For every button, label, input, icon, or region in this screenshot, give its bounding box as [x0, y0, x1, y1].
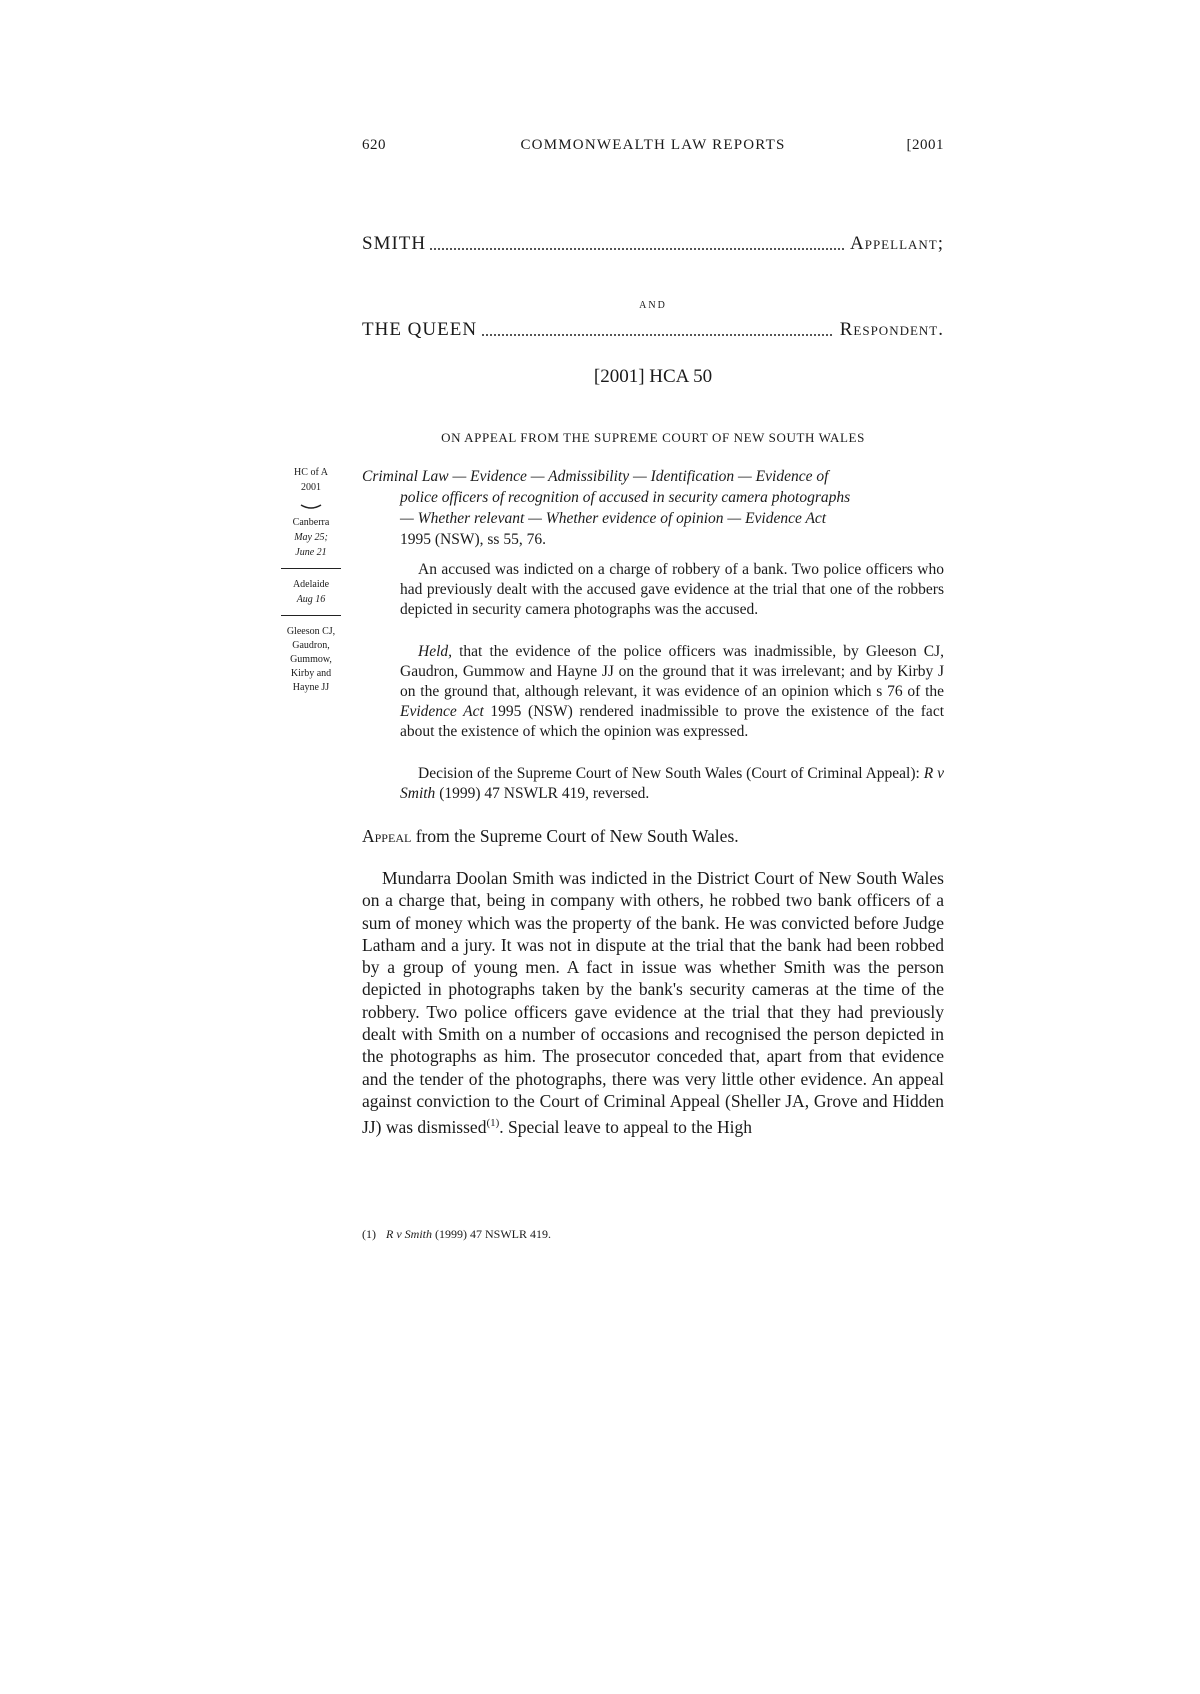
margin-city-canberra: Canberra — [292, 517, 330, 528]
headnote-held: Held, that the evidence of the police officers was inadmissible, by Gleeson CJ, Gaudron, Gummow and Hayne JJ on the ground that it was irrelevant; and by Kirby J on the ground that, although relevant, it was evidence of an opinion which s 76 of the Evidence Act 1995 (NSW) rendered inadmissible to prove the existence of the fact about the existence of which the opinion was expressed. — [400, 643, 944, 740]
party-role: Appellant; — [844, 233, 944, 255]
party-name: THE QUEEN — [362, 319, 481, 341]
party-role: Respondent. — [834, 319, 944, 341]
medium-neutral-citation: [2001] HCA 50 — [593, 366, 713, 387]
margin-dates-1b: June 21 — [295, 547, 327, 558]
running-title: COMMONWEALTH LAW REPORTS — [520, 137, 786, 153]
on-appeal-line: ON APPEAL FROM THE SUPREME COURT OF NEW SOUTH WALES — [441, 430, 865, 445]
page-number: 620 — [362, 137, 386, 153]
body-paragraph: Mundarra Doolan Smith was indicted in the District Court of New South Wales on a charge that, being in company with others, he robbed two bank officers of a sum of money which was the property of the bank. He was convicted before Judge Latham and a jury. It was not in dispute at the trial that the bank had been robbed by a group of young men. A fact in issue was whether Smith was the person depicted in photographs taken by the bank's security cameras at the time of the robbery. Two police officers gave evidence at the trial that they had previously dealt with Smith on a number of occasions and recognised the person depicted in the photographs as him. The prosecutor conceded that, apart from that evidence and the tender of the photographs, there was very little other evidence. An appeal against conviction to the Court of Criminal Appeal (Sheller JA, Grove and Hidden JJ) was dismissed$^{(1)}$. Special leave to appeal to the High — [362, 868, 944, 1138]
catchwords: Criminal Law — Evidence — Admissibility — Identification — Evidence of police officers of recognition of accused in security camera photographs — Whether relevant — Whether evidence of opinion — Evidence Act 1995 (NSW), ss 55, 76. — [362, 468, 851, 548]
margin-rule — [281, 568, 341, 569]
report-year: [2001 — [906, 137, 944, 153]
appeal-heading: Appeal from the Supreme Court of New South Wales. — [362, 826, 739, 846]
margin-dates-1: May 25; — [294, 532, 328, 543]
headnote-decision: Decision of the Supreme Court of New South Wales (Court of Criminal Appeal): R v Smith (1999) 47 NSWLR 419, reversed. — [400, 765, 944, 802]
margin-dates-2: Aug 16 — [296, 594, 326, 605]
margin-judge: Hayne JJ — [292, 682, 330, 693]
running-header — [362, 137, 944, 161]
footnote-marker: (1) — [486, 1117, 500, 1130]
margin-judge: Gaudron, — [292, 640, 330, 651]
margin-judge: Gleeson CJ, — [286, 626, 336, 637]
party-respondent — [362, 319, 944, 347]
ornament-icon — [300, 504, 322, 510]
party-name: SMITH — [362, 233, 430, 255]
margin-judge: Gummow, — [290, 654, 332, 665]
margin-court-year: 2001 — [301, 482, 321, 493]
margin-rule — [281, 615, 341, 616]
margin-city-adelaide: Adelaide — [292, 579, 330, 590]
margin-court: HC of A — [294, 467, 328, 478]
footnote: (1) R v Smith (1999) 47 NSWLR 419. — [362, 1227, 551, 1241]
party-appellant — [362, 233, 944, 261]
headnote-facts: An accused was indicted on a charge of robbery of a bank. Two police officers who had previously dealt with the accused gave evidence at the trial that one of the robbers depicted in security camera photographs was the accused. — [400, 561, 944, 618]
margin-judge: Kirby and — [290, 668, 332, 679]
and-separator: AND — [639, 300, 667, 311]
